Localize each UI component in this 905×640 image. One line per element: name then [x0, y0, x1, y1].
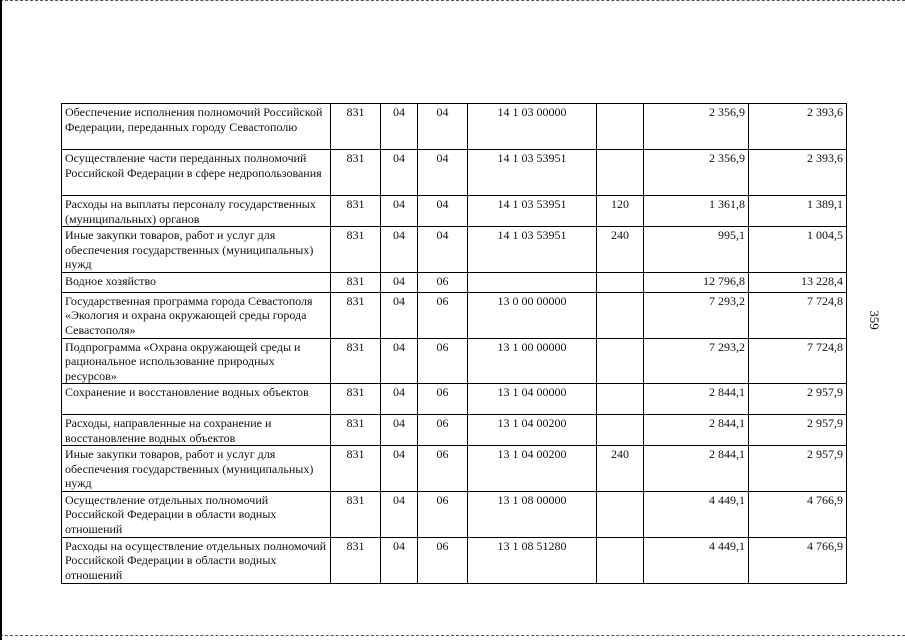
rz-cell: 04	[381, 338, 418, 384]
pr-cell: 04	[418, 104, 468, 150]
rz-cell: 04	[381, 196, 418, 227]
sum2-cell: 4 766,9	[749, 537, 847, 583]
row-name-cell: Государственная программа города Севастополя «Экология и охрана окружающей среды города Севастополя»	[62, 292, 331, 338]
ved-cell: 831	[331, 491, 381, 537]
rz-cell: 04	[381, 272, 418, 292]
row-name-cell: Подпрограмма «Охрана окружающей среды и рациональное использование природных ресурсов»	[62, 338, 331, 384]
vr-cell: 240	[597, 227, 644, 273]
csr-cell: 14 1 03 53951	[468, 196, 597, 227]
sum2-cell: 13 228,4	[749, 272, 847, 292]
pr-cell: 06	[418, 537, 468, 583]
sum1-cell: 7 293,2	[644, 338, 749, 384]
ved-cell: 831	[331, 227, 381, 273]
row-name-cell: Осуществление отдельных полномочий Российской Федерации в области водных отношений	[62, 491, 331, 537]
vr-cell	[597, 150, 644, 196]
csr-cell: 14 1 03 53951	[468, 150, 597, 196]
pr-cell: 04	[418, 196, 468, 227]
rz-cell: 04	[381, 491, 418, 537]
pr-cell: 04	[418, 227, 468, 273]
sum1-cell: 4 449,1	[644, 491, 749, 537]
vr-cell	[597, 384, 644, 415]
sum1-cell: 995,1	[644, 227, 749, 273]
csr-cell	[468, 272, 597, 292]
csr-cell: 13 1 00 00000	[468, 338, 597, 384]
csr-cell: 13 1 04 00200	[468, 446, 597, 492]
csr-cell: 13 1 04 00000	[468, 384, 597, 415]
sum1-cell: 2 844,1	[644, 446, 749, 492]
row-name-cell: Иные закупки товаров, работ и услуг для обеспечения государственных (муниципальных) нужд	[62, 446, 331, 492]
rz-cell: 04	[381, 150, 418, 196]
sum1-cell: 2 356,9	[644, 150, 749, 196]
pr-cell: 06	[418, 491, 468, 537]
table-row	[62, 491, 847, 537]
vr-cell	[597, 104, 644, 150]
sum1-cell: 7 293,2	[644, 292, 749, 338]
table-row	[62, 272, 847, 292]
sum1-cell: 1 361,8	[644, 196, 749, 227]
sum2-cell: 4 766,9	[749, 491, 847, 537]
row-name-cell: Расходы на осуществление отдельных полномочий Российской Федерации в области водных отношений	[62, 537, 331, 583]
scan-border-bottom	[0, 635, 905, 636]
table-row	[62, 537, 847, 583]
vr-cell	[597, 338, 644, 384]
rz-cell: 04	[381, 384, 418, 415]
sum2-cell: 2 957,9	[749, 384, 847, 415]
pr-cell: 06	[418, 384, 468, 415]
page-number: 359	[866, 310, 882, 330]
table-row	[62, 196, 847, 227]
vr-cell	[597, 292, 644, 338]
ved-cell: 831	[331, 150, 381, 196]
ved-cell: 831	[331, 292, 381, 338]
ved-cell: 831	[331, 384, 381, 415]
rz-cell: 04	[381, 292, 418, 338]
csr-cell: 14 1 03 53951	[468, 227, 597, 273]
table-row	[62, 227, 847, 273]
ved-cell: 831	[331, 338, 381, 384]
sum1-cell: 2 844,1	[644, 415, 749, 446]
row-name-cell: Водное хозяйство	[62, 272, 331, 292]
csr-cell: 13 0 00 00000	[468, 292, 597, 338]
table-row	[62, 150, 847, 196]
vr-cell	[597, 537, 644, 583]
row-name-cell: Сохранение и восстановление водных объектов	[62, 384, 331, 415]
ved-cell: 831	[331, 415, 381, 446]
sum1-cell: 12 796,8	[644, 272, 749, 292]
sum1-cell: 4 449,1	[644, 537, 749, 583]
row-name-cell: Обеспечение исполнения полномочий Российской Федерации, переданных городу Севастополю	[62, 104, 331, 150]
sum2-cell: 2 957,9	[749, 415, 847, 446]
sum2-cell: 2 393,6	[749, 150, 847, 196]
sum2-cell: 7 724,8	[749, 338, 847, 384]
csr-cell: 14 1 03 00000	[468, 104, 597, 150]
csr-cell: 13 1 08 00000	[468, 491, 597, 537]
rz-cell: 04	[381, 104, 418, 150]
sum2-cell: 1 004,5	[749, 227, 847, 273]
row-name-cell: Расходы, направленные на сохранение и восстановление водных объектов	[62, 415, 331, 446]
pr-cell: 06	[418, 338, 468, 384]
vr-cell: 120	[597, 196, 644, 227]
table-row	[62, 338, 847, 384]
pr-cell: 06	[418, 292, 468, 338]
table-row	[62, 415, 847, 446]
ved-cell: 831	[331, 272, 381, 292]
ved-cell: 831	[331, 196, 381, 227]
vr-cell: 240	[597, 446, 644, 492]
ved-cell: 831	[331, 537, 381, 583]
row-name-cell: Расходы на выплаты персоналу государственных (муниципальных) органов	[62, 196, 331, 227]
row-name-cell: Иные закупки товаров, работ и услуг для обеспечения государственных (муниципальных) нужд	[62, 227, 331, 273]
sum2-cell: 1 389,1	[749, 196, 847, 227]
scan-border-top	[0, 0, 905, 1]
scan-edge-line	[0, 0, 2, 640]
vr-cell	[597, 415, 644, 446]
pr-cell: 04	[418, 150, 468, 196]
table-row	[62, 446, 847, 492]
sum2-cell: 7 724,8	[749, 292, 847, 338]
csr-cell: 13 1 08 51280	[468, 537, 597, 583]
table-row	[62, 104, 847, 150]
pr-cell: 06	[418, 415, 468, 446]
ved-cell: 831	[331, 104, 381, 150]
csr-cell: 13 1 04 00200	[468, 415, 597, 446]
rz-cell: 04	[381, 227, 418, 273]
sum1-cell: 2 356,9	[644, 104, 749, 150]
rz-cell: 04	[381, 537, 418, 583]
rz-cell: 04	[381, 415, 418, 446]
vr-cell	[597, 272, 644, 292]
sum1-cell: 2 844,1	[644, 384, 749, 415]
table-row	[62, 384, 847, 415]
budget-table	[61, 103, 847, 584]
pr-cell: 06	[418, 446, 468, 492]
row-name-cell: Осуществление части переданных полномочий Российской Федерации в сфере недропользования	[62, 150, 331, 196]
pr-cell: 06	[418, 272, 468, 292]
rz-cell: 04	[381, 446, 418, 492]
vr-cell	[597, 491, 644, 537]
ved-cell: 831	[331, 446, 381, 492]
sum2-cell: 2 393,6	[749, 104, 847, 150]
table-row	[62, 292, 847, 338]
sum2-cell: 2 957,9	[749, 446, 847, 492]
